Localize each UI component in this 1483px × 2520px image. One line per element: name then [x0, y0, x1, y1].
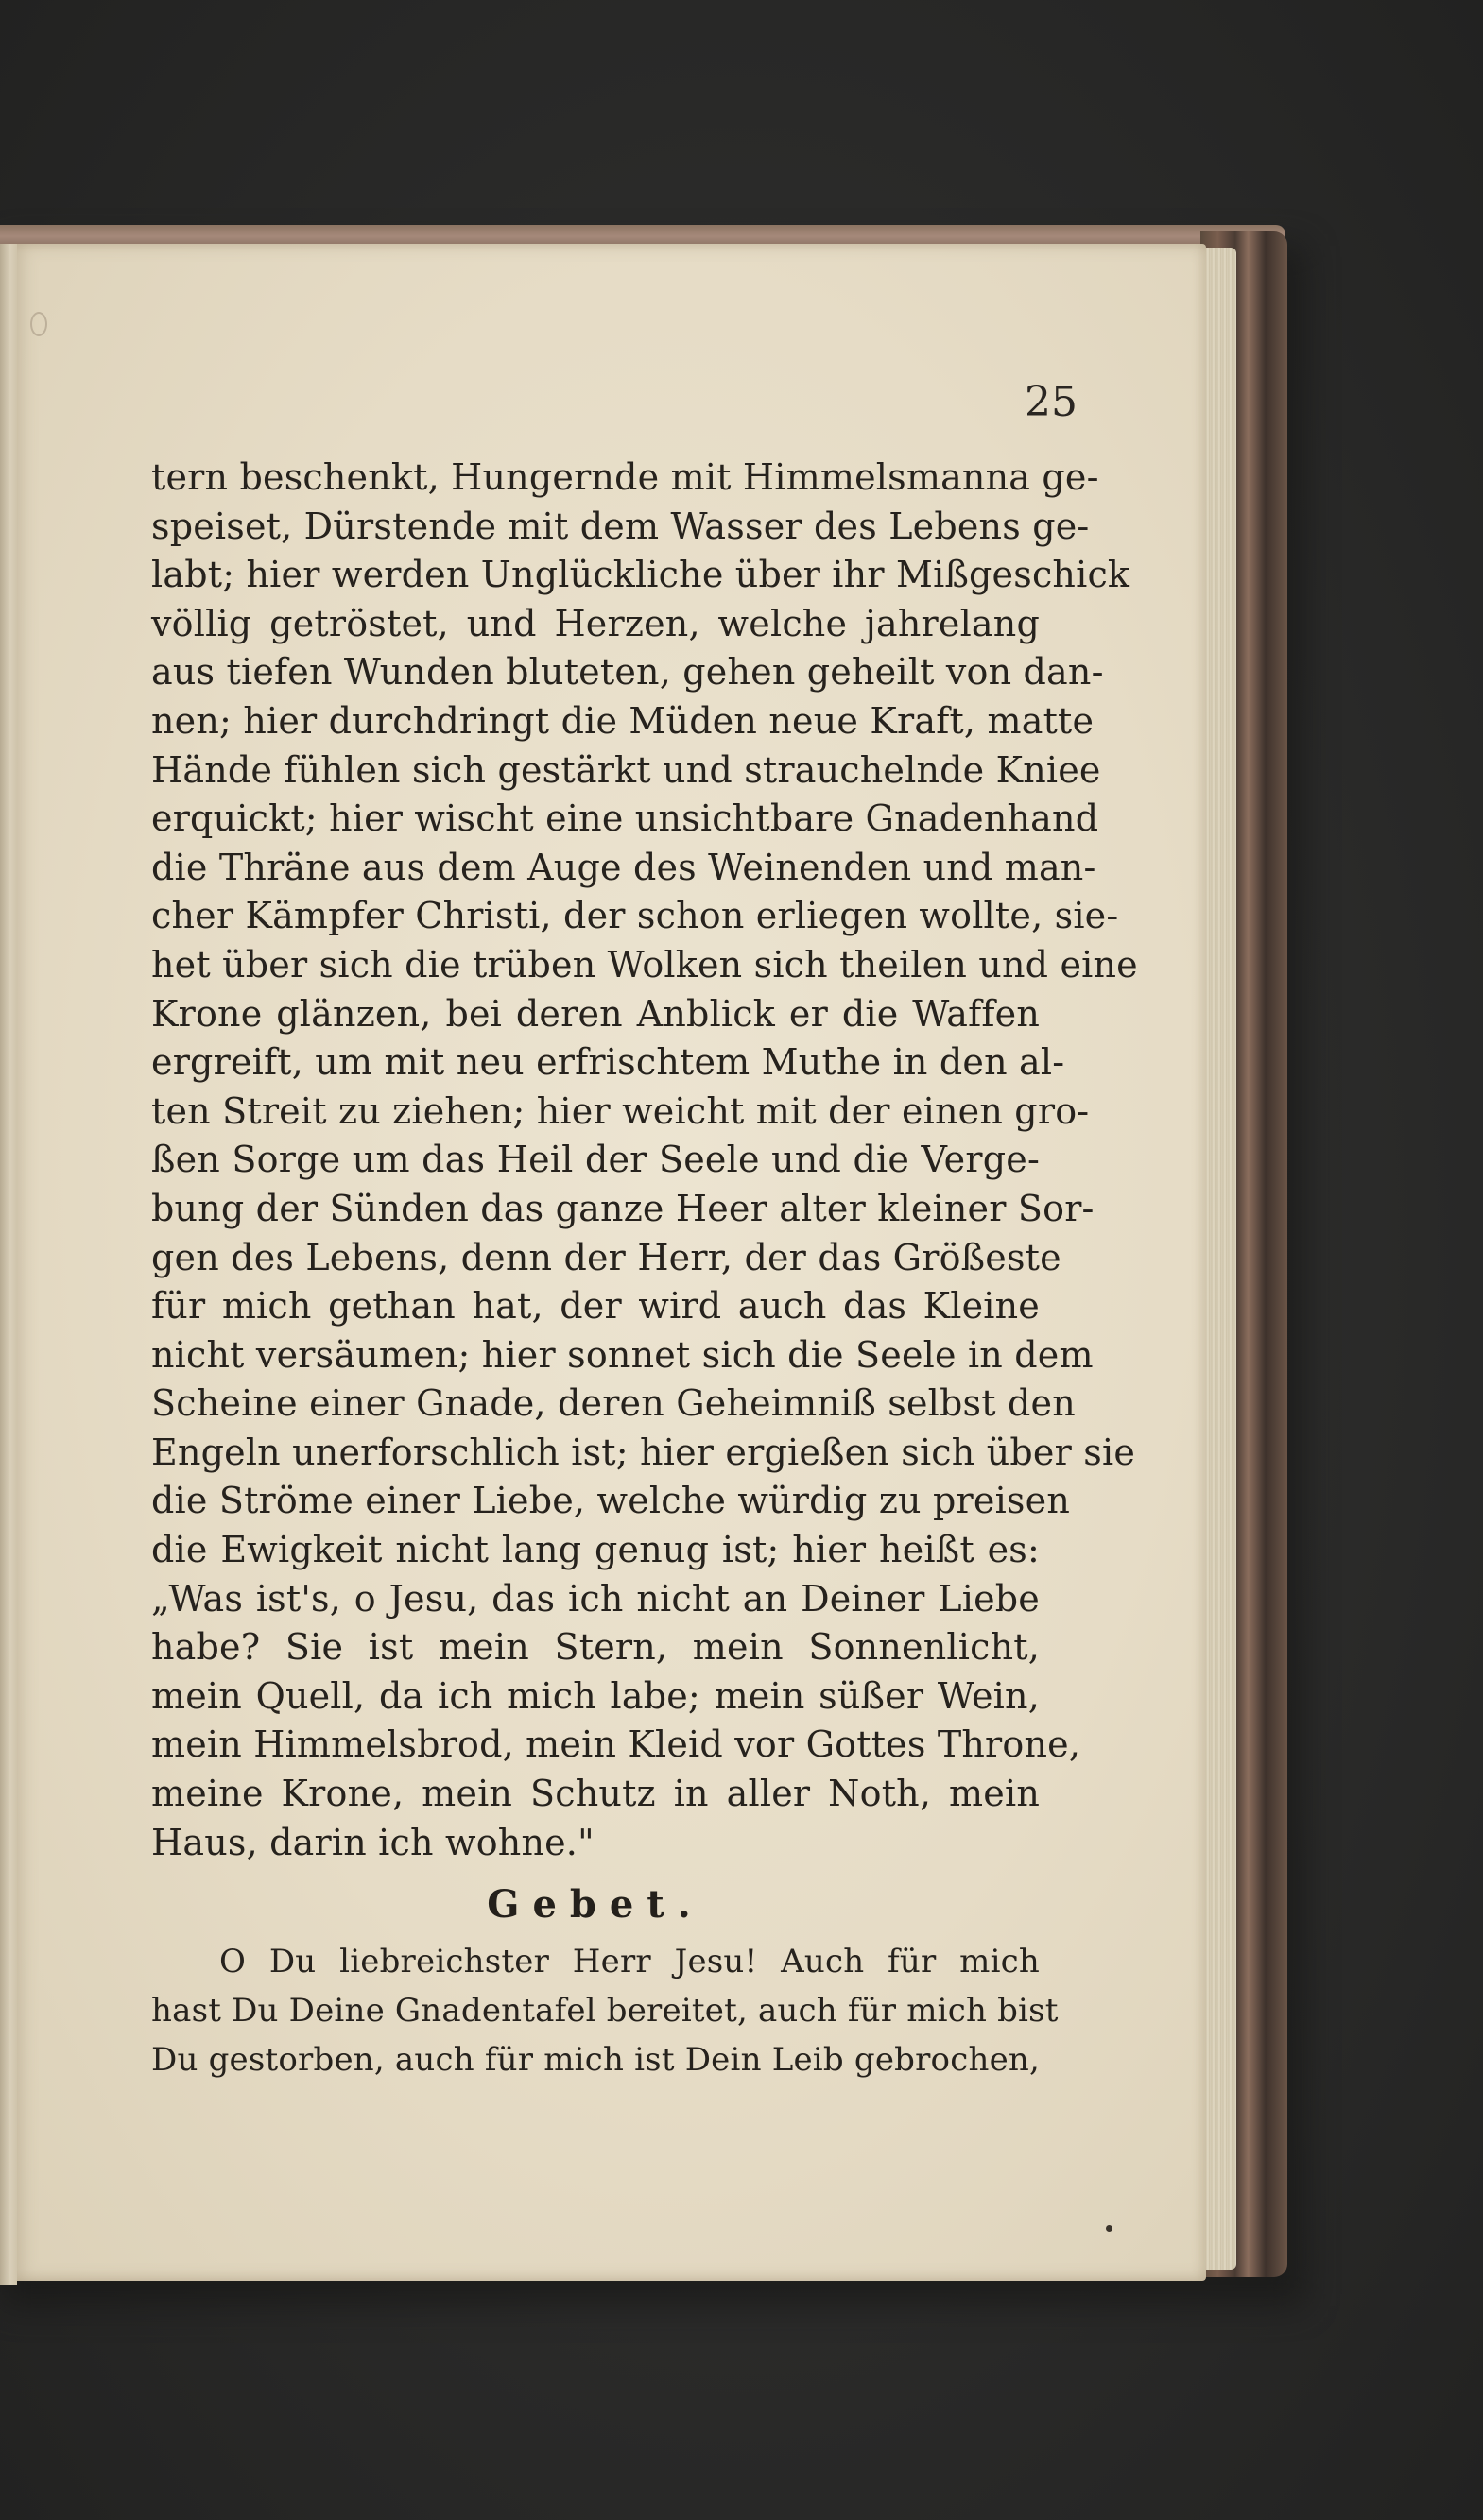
text-line: habe? Sie ist mein Stern, mein Sonnenlicht,	[151, 1626, 1040, 1669]
text-line: völlig getröstet, und Herzen, welche jahrelang	[151, 602, 1040, 644]
page-number: 25	[1025, 378, 1078, 426]
prayer-line: Du gestorben, auch für mich ist Dein Leib gebrochen,	[151, 2041, 1040, 2079]
text-line: meine Krone, mein Schutz in aller Noth, mein	[151, 1773, 1040, 1815]
text-line: Haus, darin ich wohne."	[151, 1821, 595, 1863]
text-line: mein Himmelsbrod, mein Kleid vor Gottes Throne,	[151, 1723, 1081, 1766]
text-line: Engeln unerforschlich ist; hier ergießen sich über sie	[151, 1431, 1136, 1473]
text-line: bung der Sünden das ganze Heer alter kleiner Sor-	[151, 1187, 1095, 1229]
text-line: ßen Sorge um das Heil der Seele und die Verge-	[151, 1139, 1040, 1181]
text-line: „Was ist's, o Jesu, das ich nicht an Deiner Liebe	[151, 1577, 1040, 1620]
prayer-line: O Du liebreichster Herr Jesu! Auch für mich	[219, 1943, 1040, 1980]
ink-dot	[1106, 2225, 1112, 2232]
text-line: mein Quell, da ich mich labe; mein süßer Wein,	[151, 1674, 1040, 1717]
prayer-line: hast Du Deine Gnadentafel bereitet, auch für mich bist	[151, 1992, 1059, 2030]
prayer-text	[151, 1937, 1059, 2084]
text-line: die Ewigkeit nicht lang genug ist; hier heißt es:	[151, 1529, 1040, 1571]
text-line: het über sich die trüben Wolken sich theilen und eine	[151, 943, 1138, 986]
text-line: Krone glänzen, bei deren Anblick er die Waffen	[151, 992, 1040, 1035]
text-line: labt; hier werden Unglückliche über ihr Mißgeschick	[151, 554, 1130, 596]
text-line: für mich gethan hat, der wird auch das Kleine	[151, 1285, 1040, 1328]
facing-page-edge	[0, 244, 17, 2285]
text-line: aus tiefen Wunden bluteten, gehen geheilt von dan-	[151, 651, 1104, 694]
text-line: Hände fühlen sich gestärkt und strauchelnde Kniee	[151, 748, 1101, 791]
text-line: erquickt; hier wischt eine unsichtbare Gnadenhand	[151, 797, 1099, 840]
text-line: tern beschenkt, Hungernde mit Himmelsmanna ge-	[151, 456, 1099, 498]
text-line: speiset, Dürstende mit dem Wasser des Lebens ge-	[151, 505, 1090, 547]
text-line: ergreift, um mit neu erfrischtem Muthe in den al-	[151, 1041, 1065, 1084]
text-line: nen; hier durchdringt die Müden neue Kraft, matte	[151, 699, 1095, 742]
text-line: gen des Lebens, denn der Herr, der das Größeste	[151, 1236, 1061, 1278]
text-line: ten Streit zu ziehen; hier weicht mit der einen gro-	[151, 1089, 1090, 1132]
section-heading: Gebet.	[487, 1882, 704, 1927]
text-line: die Thräne aus dem Auge des Weinenden und man-	[151, 846, 1096, 888]
text-line: Scheine einer Gnade, deren Geheimniß selbst den	[151, 1382, 1076, 1425]
text-line: nicht versäumen; hier sonnet sich die Seele in dem	[151, 1333, 1094, 1376]
text-line: cher Kämpfer Christi, der schon erliegen wollte, sie-	[151, 895, 1119, 937]
body-text	[151, 454, 1138, 1867]
paper-blemish	[30, 312, 47, 336]
text-line: die Ströme einer Liebe, welche würdig zu preisen	[151, 1480, 1070, 1522]
